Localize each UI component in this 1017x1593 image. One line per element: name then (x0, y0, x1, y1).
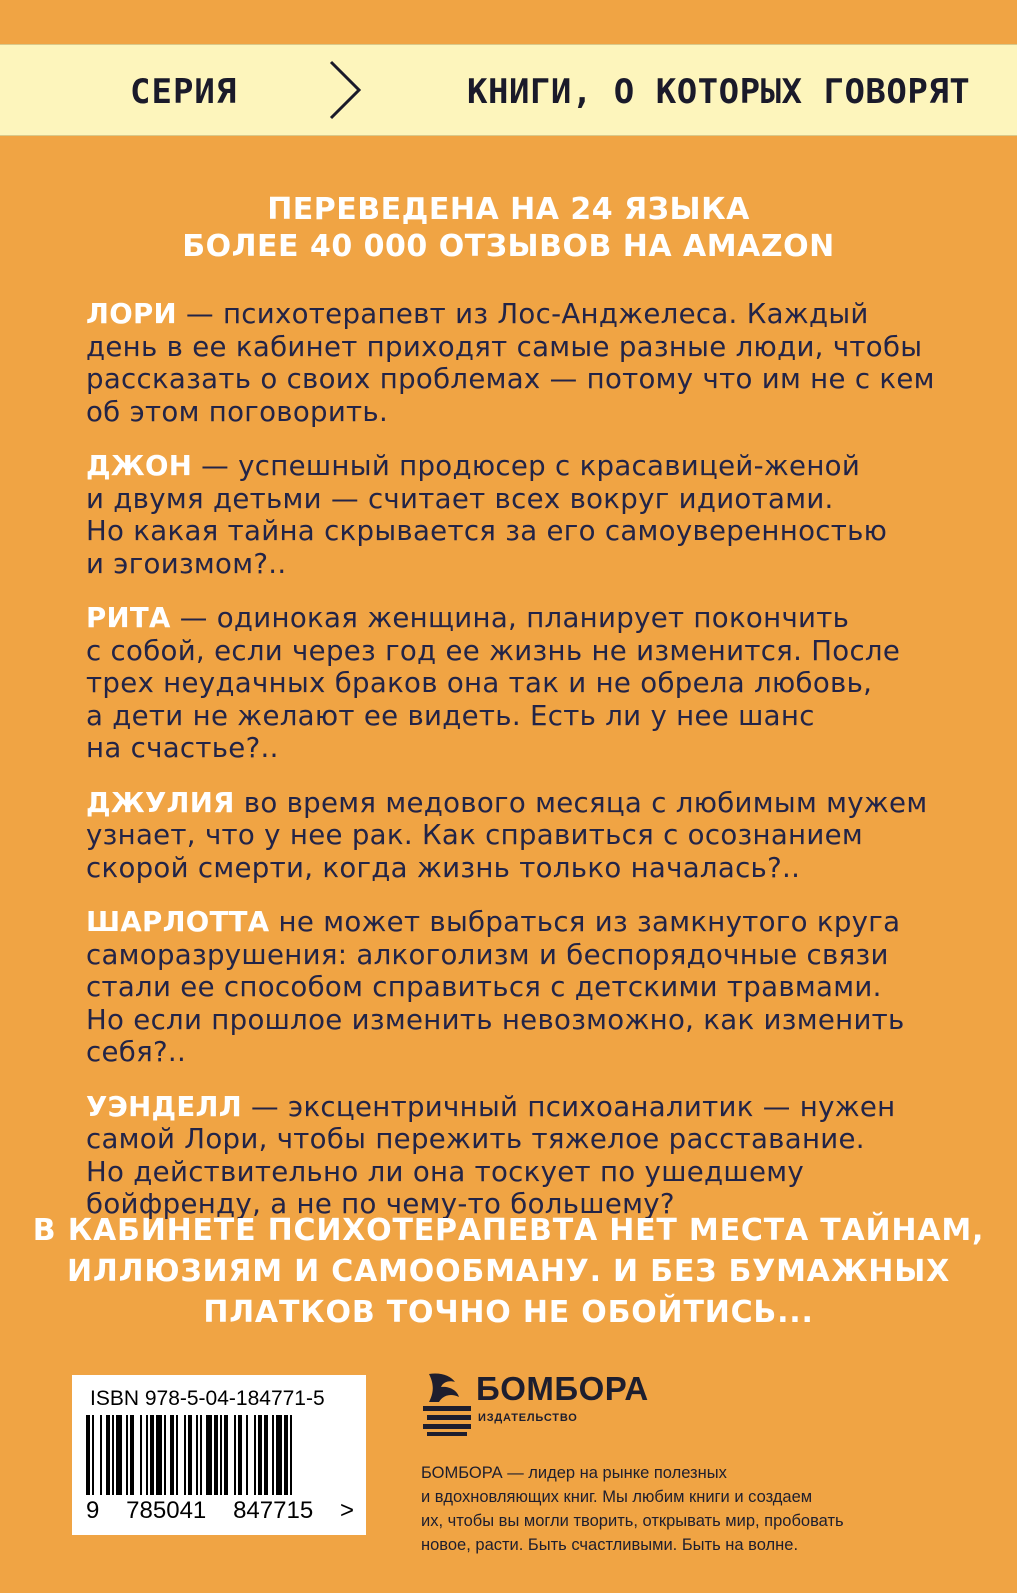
barcode-bar (220, 1415, 222, 1495)
blurb-text: — эксцентричный психоаналитик — нужен самой Лори, чтобы пережить тяжелое расставание. Но действительно ли она тоскует по ушедшему бойфренду, а не по чему-то большему? (86, 1089, 896, 1220)
barcode-bar (146, 1415, 148, 1495)
headline-languages: ПЕРЕВЕДЕНА НА 24 ЯЗЫКА (267, 192, 750, 227)
barcode-bar (188, 1415, 192, 1495)
character-name: ШАРЛОТТА (86, 905, 270, 938)
barcode-digit-group: 847715 (233, 1497, 314, 1524)
barcode-bar (224, 1415, 228, 1495)
blurb-rita (86, 602, 956, 765)
publisher-subtitle: ИЗДАТЕЛЬСТВО (478, 1412, 578, 1424)
character-name: ДЖУЛИЯ (86, 785, 235, 819)
barcode-digits (86, 1497, 354, 1525)
series-name: КНИГИ, О КОТОРЫХ ГОВОРЯТ (467, 72, 971, 112)
barcode-bar (86, 1415, 90, 1495)
barcode-bar (238, 1415, 242, 1495)
blurb-text: не может выбраться из замкнутого круга саморазрушения: алкоголизм и беспорядочные связи стали ее способом справиться с детскими травмами. Но если прошлое изменить невозможно, как изменить себя?.. (86, 905, 905, 1068)
blurb-wendell (86, 1091, 956, 1221)
character-blurbs (86, 298, 956, 1243)
barcode-bar (272, 1415, 274, 1495)
barcode-bar (116, 1415, 122, 1495)
barcode-bar (170, 1415, 174, 1495)
blurb-john (86, 450, 956, 580)
barcode-bar (164, 1415, 166, 1495)
blurb-text: — психотерапевт из Лос-Анджелеса. Каждый день в ее кабинет приходят самые разные люди, чтобы рассказать о своих проблемах — потому что им не с кем об этом поговорить. (86, 297, 935, 428)
barcode-bar (150, 1415, 154, 1495)
barcode-bar (214, 1415, 218, 1495)
barcode-digit-group: 9 (86, 1497, 100, 1524)
blurb-text: — одинокая женщина, планирует покончить с собой, если через год ее жизнь не изменится. После трех неудачных браков она так и не обрела любовь, а дети не желают ее видеть. Есть ли у нее шанс на счастье?.. (86, 601, 901, 764)
publisher-description: БОМБОРА — лидер на рынке полезных и вдохновляющих книг. Мы любим книги и создаем их, чтобы вы могли творить, открывать мир, пробовать новое, расти. Быть счастливыми. Быть на волне. (421, 1464, 844, 1554)
barcode-bar (184, 1415, 186, 1495)
barcode-bar (246, 1415, 248, 1495)
character-name: ЛОРИ (86, 297, 177, 330)
blurb-julia (86, 787, 956, 885)
blurb-text: — успешный продюсер с красавицей-женой и двумя детьми — считает всех вокруг идиотами. Но какая тайна скрывается за его самоуверенностью и эгоизмом?.. (86, 449, 888, 580)
closing-tagline: В КАБИНЕТЕ ПСИХОТЕРАПЕВТА НЕТ МЕСТА ТАЙНАМ, ИЛЛЮЗИЯМ И САМООБМАНУ. И БЕЗ БУМАЖНЫХ ПЛАТКОВ ТОЧНО НЕ ОБОЙТИСЬ... (32, 1213, 985, 1330)
barcode-bar (92, 1415, 94, 1495)
chevron-right-icon (328, 59, 362, 121)
barcode-bar (206, 1415, 212, 1495)
barcode-bar (258, 1415, 262, 1495)
barcode-bar (200, 1415, 202, 1495)
barcode-bar (130, 1415, 134, 1495)
bombora-wave-logo-icon (421, 1370, 473, 1438)
blurb-lori (86, 298, 956, 428)
barcode-bar (100, 1415, 102, 1495)
series-label: СЕРИЯ (130, 72, 238, 112)
barcode-bar (284, 1415, 288, 1495)
character-name: УЭНДЕЛЛ (86, 1089, 242, 1123)
barcode-bar (264, 1415, 268, 1495)
barcode-bar (196, 1415, 198, 1495)
isbn-barcode (72, 1375, 366, 1535)
barcode-bar (176, 1415, 178, 1495)
barcode-bar (112, 1415, 114, 1495)
barcode-bar (106, 1415, 110, 1495)
barcode-bar (290, 1415, 292, 1495)
publisher-name: БОМБОРА (476, 1370, 649, 1407)
barcode-bar (276, 1415, 282, 1495)
barcode-bars (86, 1415, 352, 1499)
barcode-bar (126, 1415, 128, 1495)
barcode-digit-group: > (339, 1497, 354, 1524)
character-name: ДЖОН (86, 449, 193, 482)
barcode-bar (156, 1415, 162, 1495)
headline-reviews: БОЛЕЕ 40 000 ОТЗЫВОВ НА AMAZON (182, 229, 835, 264)
blurb-charlotte (86, 906, 956, 1069)
blurb-text: во время медового месяца с любимым мужем узнает, что у нее рак. Как справиться с осознанием скорой смерти, когда жизнь только началась?.. (86, 785, 928, 884)
character-name: РИТА (86, 601, 171, 634)
publisher-logo (421, 1368, 649, 1448)
barcode-bar (140, 1415, 142, 1495)
barcode-digit-group: 785041 (126, 1497, 207, 1524)
barcode-bar (254, 1415, 256, 1495)
barcode-bar (234, 1415, 236, 1495)
isbn-number: ISBN 978-5-04-184771-5 (90, 1387, 325, 1410)
series-bar (0, 44, 1017, 136)
